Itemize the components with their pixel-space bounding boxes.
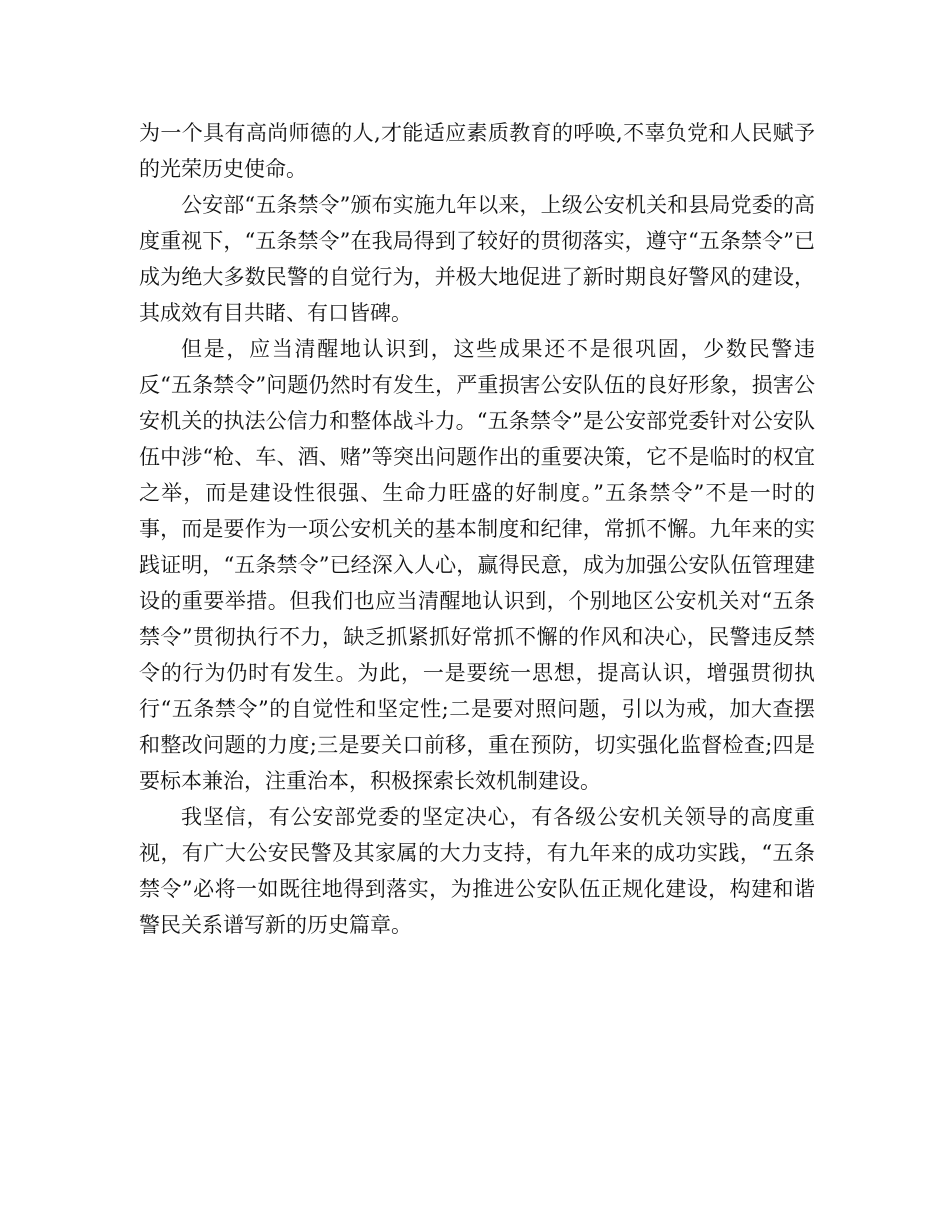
- document-body: [139, 115, 815, 943]
- paragraph-awareness: 但是，应当清醒地认识到，这些成果还不是很巩固，少数民警违反“五条禁令”问题仍然时有发生，严重损害公安队伍的良好形象，损害公安机关的执法公信力和整体战斗力。“五条禁令”是公安部党委针对公安队伍中涉“枪、车、酒、赌”等突出问题作出的重要决策，它不是临时的权宜之举，而是建设性很强、生命力旺盛的好制度。”五条禁令”不是一时的事，而是要作为一项公安机关的基本制度和纪律，常抓不懈。九年来的实践证明，“五条禁令”已经深入人心，赢得民意，成为加强公安队伍管理建设的重要举措。但我们也应当清醒地认识到，个别地区公安机关对“五条禁令”贯彻执行不力，缺乏抓紧抓好常抓不懈的作风和决心，民警违反禁令的行为仍时有发生。为此，一是要统一思想，提高认识，增强贯彻执行“五条禁令”的自觉性和坚定性;二是要对照问题，引以为戒，加大查摆和整改问题的力度;三是要关口前移，重在预防，切实强化监督检查;四是要标本兼治，注重治本，积极探索长效机制建设。: [139, 337, 815, 793]
- paragraph-continuation: 为一个具有高尚师德的人,才能适应素质教育的呼唤,不辜负党和人民赋予的光荣历史使命。: [139, 121, 815, 181]
- paragraph-conviction: 我坚信，有公安部党委的坚定决心，有各级公安机关领导的高度重视，有广大公安民警及其家属的大力支持，有九年来的成功实践，“五条禁令”必将一如既往地得到落实，为推进公安队伍正规化建设，构建和谐警民关系谱写新的历史篇章。: [139, 805, 815, 937]
- paragraph-implementation: 公安部“五条禁令”颁布实施九年以来，上级公安机关和县局党委的高度重视下，“五条禁令”在我局得到了较好的贯彻落实，遵守“五条禁令”已成为绝大多数民警的自觉行为，并极大地促进了新时期良好警风的建设，其成效有目共睹、有口皆碑。: [139, 193, 815, 325]
